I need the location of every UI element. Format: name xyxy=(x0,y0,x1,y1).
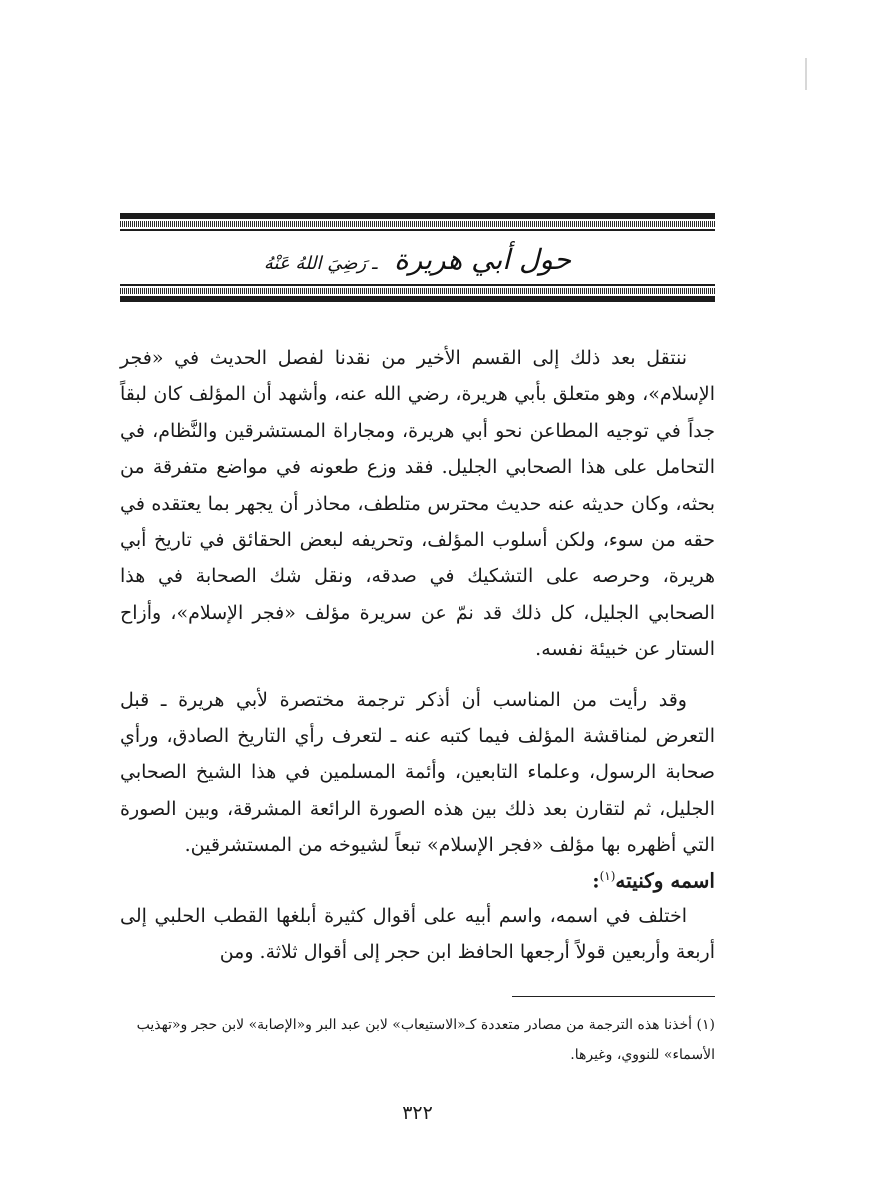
paragraph-2: وقد رأيت من المناسب أن أذكر ترجمة مختصرة لأبي هريرة ـ قبل التعرض لمناقشة المؤلف فيما كتبه عنه ـ لتعرف رأي التاريخ الصادق، ورأي صحابة الرسول، وعلماء التابعين، وأئمة المسلمين في هذا الشيخ الصحابي الجليل، ثم لتقارن بعد ذلك بين هذه الصورة الرائعة المشرقة، وبين الصورة التي أظهره بها مؤلف «فجر الإسلام» تبعاً لشيوخه من المستشرقين. xyxy=(120,688,715,857)
footnote-divider xyxy=(512,996,715,997)
paragraph-1: ننتقل بعد ذلك إلى القسم الأخير من نقدنا لفصل الحديث في «فجر الإسلام»، وهو متعلق بأبي هريرة، رضي الله عنه، وأشهد أن المؤلف كان لبقاً جداً في توجيه المطاعن نحو أبي هريرة، ومجاراة المستشرقين والنَّظام، في التحامل على هذا الصحابي الجليل. فقد وزع طعونه في مواضع متفرقة من بحثه، وكان حديثه عنه حديث محترس متلطف، محاذر أن يجهر بما يعتقده في حقه من سوء، ولكن أسلوب المؤلف، وتحريفه لبعض الحقائق في تاريخ أبي هريرة، وحرصه على التشكيك في صدقه، ونقل شك الصحابة في هذا الصحابي الجليل، كل ذلك قد نمّ عن سريرة مؤلف «فجر الإسلام»، وأزاح الستار عن خبيئة نفسه. xyxy=(120,347,715,661)
footnote-text: أخذنا هذه الترجمة من مصادر متعددة كـ«الاستيعاب» لابن عبد البر و«الإصابة» لابن حجر و«تهذيب الأسماء» للنووي، وغيرها. xyxy=(136,1017,715,1063)
footnote xyxy=(120,1010,715,1070)
section-text xyxy=(120,898,715,971)
title-ornament-top xyxy=(120,213,715,231)
footnote-reference[interactable]: (١) xyxy=(599,869,616,883)
chapter-title-text: حول أبي هريرة xyxy=(394,243,572,276)
section-heading-text: اسمه وكنيته xyxy=(615,868,715,893)
paragraph-3: اختلف في اسمه، واسم أبيه على أقوال كثيرة أبلغها القطب الحلبي إلى أربعة وأربعين قولاً أرجعها الحافظ ابن حجر إلى أقوال ثلاثة. ومن xyxy=(120,905,715,964)
page-number: ٣٢٢ xyxy=(402,1102,433,1124)
footnote-marker: (١) xyxy=(696,1017,715,1033)
title-ornament-bottom xyxy=(120,284,715,302)
chapter-honorific: ـ رَضِيَ اللهُ عَنْهُ xyxy=(263,253,378,274)
page-edge-mark xyxy=(805,58,807,90)
chapter-title xyxy=(120,238,715,282)
main-text xyxy=(120,340,715,864)
section-heading-colon: : xyxy=(592,868,600,893)
section-heading xyxy=(120,858,715,899)
